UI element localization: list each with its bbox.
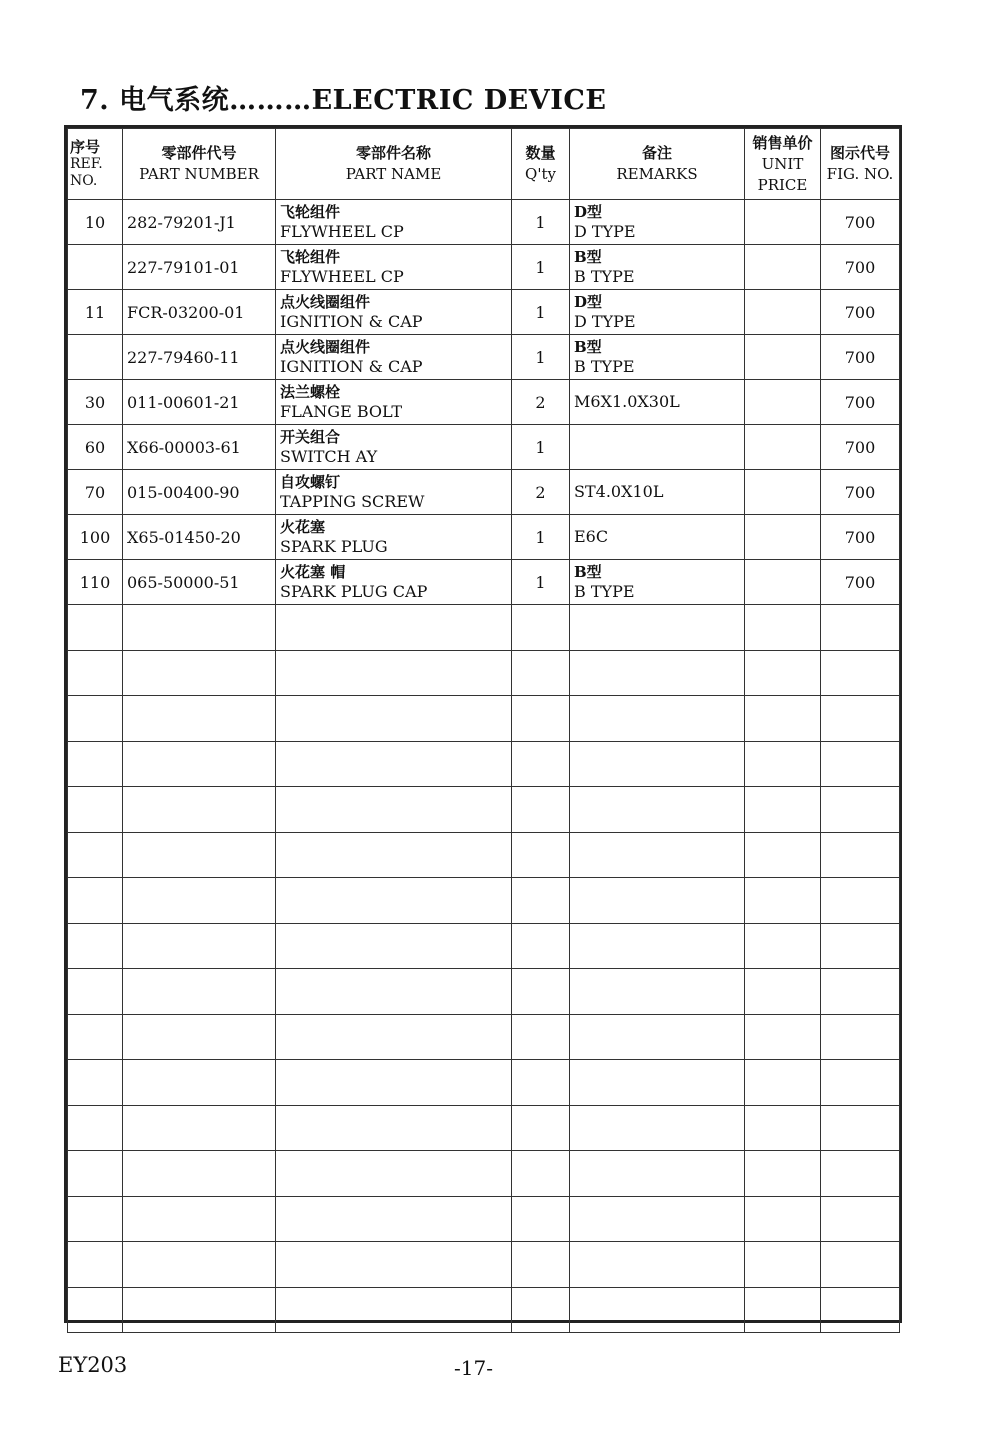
empty-cell [745, 1014, 821, 1060]
model-code: EY203 [58, 1353, 128, 1377]
empty-cell [570, 832, 745, 878]
empty-cell [745, 696, 821, 742]
empty-cell [123, 1287, 276, 1333]
ref-cell [68, 335, 123, 380]
empty-cell [512, 605, 570, 651]
part-name-en: TAPPING SCREW [280, 492, 425, 511]
empty-cell [276, 605, 512, 651]
empty-cell [68, 1014, 123, 1060]
part-name-zh: 开关组合 [280, 428, 341, 446]
remarks-cell [570, 560, 745, 605]
empty-cell [68, 787, 123, 833]
part-name-zh: 火花塞 [280, 518, 326, 536]
table-row [68, 425, 900, 470]
empty-table-row [68, 1151, 900, 1197]
empty-cell [512, 650, 570, 696]
empty-cell [276, 696, 512, 742]
empty-table-row [68, 741, 900, 787]
empty-cell [276, 969, 512, 1015]
remarks-cell [570, 200, 745, 245]
empty-cell [570, 969, 745, 1015]
empty-cell [276, 1105, 512, 1151]
fig-no-cell: 700 [821, 515, 900, 560]
empty-cell [123, 832, 276, 878]
unit-price-cell [745, 290, 821, 335]
remarks-cell [570, 335, 745, 380]
unit-price-cell [745, 470, 821, 515]
part-name-cell [276, 245, 512, 290]
table-row [68, 470, 900, 515]
table-header-row [68, 129, 900, 200]
empty-cell [512, 1060, 570, 1106]
page-title: 7. 电气系统………ELECTRIC DEVICE [80, 85, 607, 116]
remarks-cell [570, 470, 745, 515]
empty-cell [123, 1242, 276, 1288]
table-row [68, 200, 900, 245]
remarks-en: B TYPE [574, 582, 635, 601]
empty-cell [276, 1014, 512, 1060]
part-name-zh: 点火线圈组件 [280, 338, 371, 356]
remarks-cell [570, 290, 745, 335]
page-number: -17- [454, 1356, 493, 1380]
part-name-cell [276, 380, 512, 425]
empty-cell [745, 1287, 821, 1333]
empty-cell [68, 1105, 123, 1151]
empty-cell [68, 878, 123, 924]
ref-cell: 110 [68, 560, 123, 605]
part-name-en: SPARK PLUG [280, 537, 388, 556]
empty-cell [68, 969, 123, 1015]
empty-table-row [68, 696, 900, 742]
empty-cell [123, 605, 276, 651]
header-ref-no: 序号 REF. NO. [68, 129, 123, 200]
empty-cell [570, 650, 745, 696]
empty-cell [745, 1060, 821, 1106]
fig-no-cell: 700 [821, 560, 900, 605]
empty-table-row [68, 1196, 900, 1242]
header-unit-price: 销售单价 UNIT PRICE [745, 129, 821, 200]
empty-cell [276, 1242, 512, 1288]
quantity-cell: 1 [512, 290, 570, 335]
empty-table-row [68, 878, 900, 924]
empty-cell [821, 878, 900, 924]
empty-cell [821, 650, 900, 696]
part-number-cell: 065-50000-51 [123, 560, 276, 605]
part-name-en: SPARK PLUG CAP [280, 582, 428, 601]
remarks-cell [570, 380, 745, 425]
remarks-zh: B型 [574, 248, 602, 266]
empty-cell [123, 696, 276, 742]
remarks-cell [570, 245, 745, 290]
header-remarks: 备注 REMARKS [570, 129, 745, 200]
remarks-en: E6C [574, 527, 609, 546]
part-name-zh: 火花塞 帽 [280, 563, 346, 581]
fig-no-cell: 700 [821, 245, 900, 290]
table-row [68, 290, 900, 335]
empty-cell [276, 1196, 512, 1242]
remarks-en: B TYPE [574, 267, 635, 286]
parts-table [67, 128, 900, 1333]
empty-cell [276, 1060, 512, 1106]
empty-cell [570, 1014, 745, 1060]
unit-price-cell [745, 200, 821, 245]
unit-price-cell [745, 515, 821, 560]
empty-cell [745, 1196, 821, 1242]
empty-cell [570, 696, 745, 742]
quantity-cell: 1 [512, 245, 570, 290]
part-name-zh: 自攻螺钉 [280, 473, 341, 491]
unit-price-cell [745, 380, 821, 425]
empty-cell [512, 787, 570, 833]
header-part-number: 零部件代号 PART NUMBER [123, 129, 276, 200]
empty-cell [570, 741, 745, 787]
empty-cell [570, 1151, 745, 1197]
empty-cell [68, 1196, 123, 1242]
empty-table-row [68, 650, 900, 696]
quantity-cell: 1 [512, 425, 570, 470]
empty-cell [745, 605, 821, 651]
quantity-cell: 2 [512, 470, 570, 515]
empty-table-row [68, 1287, 900, 1333]
empty-cell [68, 832, 123, 878]
empty-cell [512, 969, 570, 1015]
empty-cell [512, 1105, 570, 1151]
empty-cell [570, 1287, 745, 1333]
empty-table-row [68, 969, 900, 1015]
empty-cell [512, 878, 570, 924]
ref-cell: 11 [68, 290, 123, 335]
empty-cell [745, 832, 821, 878]
empty-cell [821, 1242, 900, 1288]
empty-cell [821, 832, 900, 878]
empty-cell [123, 1196, 276, 1242]
empty-cell [276, 1151, 512, 1197]
empty-cell [821, 787, 900, 833]
empty-cell [68, 1242, 123, 1288]
empty-cell [745, 1242, 821, 1288]
empty-cell [123, 1105, 276, 1151]
empty-cell [570, 605, 745, 651]
empty-cell [821, 923, 900, 969]
empty-cell [821, 605, 900, 651]
empty-cell [276, 787, 512, 833]
empty-cell [123, 969, 276, 1015]
remarks-en: M6X1.0X30L [574, 392, 680, 411]
part-name-cell [276, 290, 512, 335]
remarks-en: D TYPE [574, 312, 636, 331]
empty-cell [123, 741, 276, 787]
empty-cell [512, 1151, 570, 1197]
empty-cell [123, 878, 276, 924]
remarks-cell [570, 515, 745, 560]
empty-cell [821, 696, 900, 742]
table-row [68, 515, 900, 560]
quantity-cell: 1 [512, 515, 570, 560]
ref-cell: 70 [68, 470, 123, 515]
quantity-cell: 1 [512, 335, 570, 380]
empty-cell [68, 1060, 123, 1106]
part-number-cell: FCR-03200-01 [123, 290, 276, 335]
empty-cell [570, 787, 745, 833]
quantity-cell: 1 [512, 200, 570, 245]
empty-cell [745, 1105, 821, 1151]
empty-table-row [68, 787, 900, 833]
ref-cell [68, 245, 123, 290]
part-number-cell: 227-79460-11 [123, 335, 276, 380]
empty-cell [512, 741, 570, 787]
empty-cell [123, 1060, 276, 1106]
empty-cell [512, 1014, 570, 1060]
empty-cell [512, 696, 570, 742]
part-number-cell: 282-79201-J1 [123, 200, 276, 245]
header-quantity: 数量 Q'ty [512, 129, 570, 200]
empty-cell [68, 650, 123, 696]
empty-table-row [68, 1105, 900, 1151]
empty-cell [745, 969, 821, 1015]
part-name-en: FLYWHEEL CP [280, 222, 404, 241]
part-name-en: SWITCH AY [280, 447, 378, 466]
empty-cell [821, 1105, 900, 1151]
fig-no-cell: 700 [821, 335, 900, 380]
empty-cell [821, 1014, 900, 1060]
empty-cell [68, 605, 123, 651]
empty-cell [512, 923, 570, 969]
part-number-cell: 227-79101-01 [123, 245, 276, 290]
empty-cell [570, 923, 745, 969]
table-row [68, 335, 900, 380]
empty-cell [745, 878, 821, 924]
fig-no-cell: 700 [821, 380, 900, 425]
empty-cell [570, 1060, 745, 1106]
empty-cell [821, 1151, 900, 1197]
empty-cell [745, 923, 821, 969]
part-name-en: FLANGE BOLT [280, 402, 402, 421]
part-name-cell [276, 470, 512, 515]
empty-cell [821, 1287, 900, 1333]
part-name-en: IGNITION & CAP [280, 357, 423, 376]
part-name-zh: 飞轮组件 [280, 203, 341, 221]
empty-cell [512, 1242, 570, 1288]
quantity-cell: 2 [512, 380, 570, 425]
empty-table-row [68, 1060, 900, 1106]
part-name-en: FLYWHEEL CP [280, 267, 404, 286]
fig-no-cell: 700 [821, 200, 900, 245]
remarks-zh: D型 [574, 293, 603, 311]
empty-table-row [68, 1242, 900, 1288]
fig-no-cell: 700 [821, 470, 900, 515]
part-number-cell: 011-00601-21 [123, 380, 276, 425]
part-name-zh: 点火线圈组件 [280, 293, 371, 311]
empty-cell [512, 1196, 570, 1242]
table-row [68, 380, 900, 425]
part-number-cell: 015-00400-90 [123, 470, 276, 515]
empty-table-row [68, 1014, 900, 1060]
empty-cell [570, 1196, 745, 1242]
part-name-zh: 飞轮组件 [280, 248, 341, 266]
remarks-en: ST4.0X10L [574, 482, 664, 501]
empty-cell [570, 1105, 745, 1151]
unit-price-cell [745, 335, 821, 380]
empty-table-row [68, 605, 900, 651]
remarks-zh: B型 [574, 563, 602, 581]
table-row [68, 560, 900, 605]
quantity-cell: 1 [512, 560, 570, 605]
part-name-en: IGNITION & CAP [280, 312, 423, 331]
empty-cell [745, 650, 821, 696]
empty-cell [276, 832, 512, 878]
part-name-zh: 法兰螺栓 [280, 383, 341, 401]
empty-cell [821, 1196, 900, 1242]
empty-cell [123, 1014, 276, 1060]
fig-no-cell: 700 [821, 290, 900, 335]
empty-cell [276, 741, 512, 787]
empty-cell [745, 1151, 821, 1197]
empty-cell [276, 923, 512, 969]
empty-table-row [68, 832, 900, 878]
empty-cell [68, 923, 123, 969]
header-part-name: 零部件名称 PART NAME [276, 129, 512, 200]
empty-cell [821, 741, 900, 787]
table-row [68, 245, 900, 290]
empty-cell [276, 650, 512, 696]
part-name-cell [276, 335, 512, 380]
unit-price-cell [745, 245, 821, 290]
fig-no-cell: 700 [821, 425, 900, 470]
ref-cell: 30 [68, 380, 123, 425]
empty-cell [123, 787, 276, 833]
parts-table-frame [64, 125, 902, 1323]
ref-cell: 100 [68, 515, 123, 560]
part-name-cell [276, 515, 512, 560]
part-name-cell [276, 425, 512, 470]
empty-cell [68, 696, 123, 742]
empty-cell [745, 741, 821, 787]
remarks-en: B TYPE [574, 357, 635, 376]
empty-cell [821, 969, 900, 1015]
empty-cell [123, 1151, 276, 1197]
part-number-cell: X66-00003-61 [123, 425, 276, 470]
remarks-zh: D型 [574, 203, 603, 221]
ref-cell: 60 [68, 425, 123, 470]
empty-cell [570, 1242, 745, 1288]
empty-cell [123, 923, 276, 969]
unit-price-cell [745, 425, 821, 470]
empty-cell [512, 1287, 570, 1333]
empty-cell [745, 787, 821, 833]
unit-price-cell [745, 560, 821, 605]
empty-cell [512, 832, 570, 878]
header-fig-no: 图示代号 FIG. NO. [821, 129, 900, 200]
ref-cell: 10 [68, 200, 123, 245]
empty-cell [570, 878, 745, 924]
remarks-cell [570, 425, 745, 470]
empty-cell [68, 1287, 123, 1333]
empty-cell [276, 1287, 512, 1333]
part-number-cell: X65-01450-20 [123, 515, 276, 560]
remarks-zh: B型 [574, 338, 602, 356]
empty-table-row [68, 923, 900, 969]
empty-cell [276, 878, 512, 924]
empty-cell [123, 650, 276, 696]
part-name-cell [276, 560, 512, 605]
empty-cell [68, 741, 123, 787]
empty-cell [68, 1151, 123, 1197]
remarks-en: D TYPE [574, 222, 636, 241]
empty-cell [821, 1060, 900, 1106]
part-name-cell [276, 200, 512, 245]
